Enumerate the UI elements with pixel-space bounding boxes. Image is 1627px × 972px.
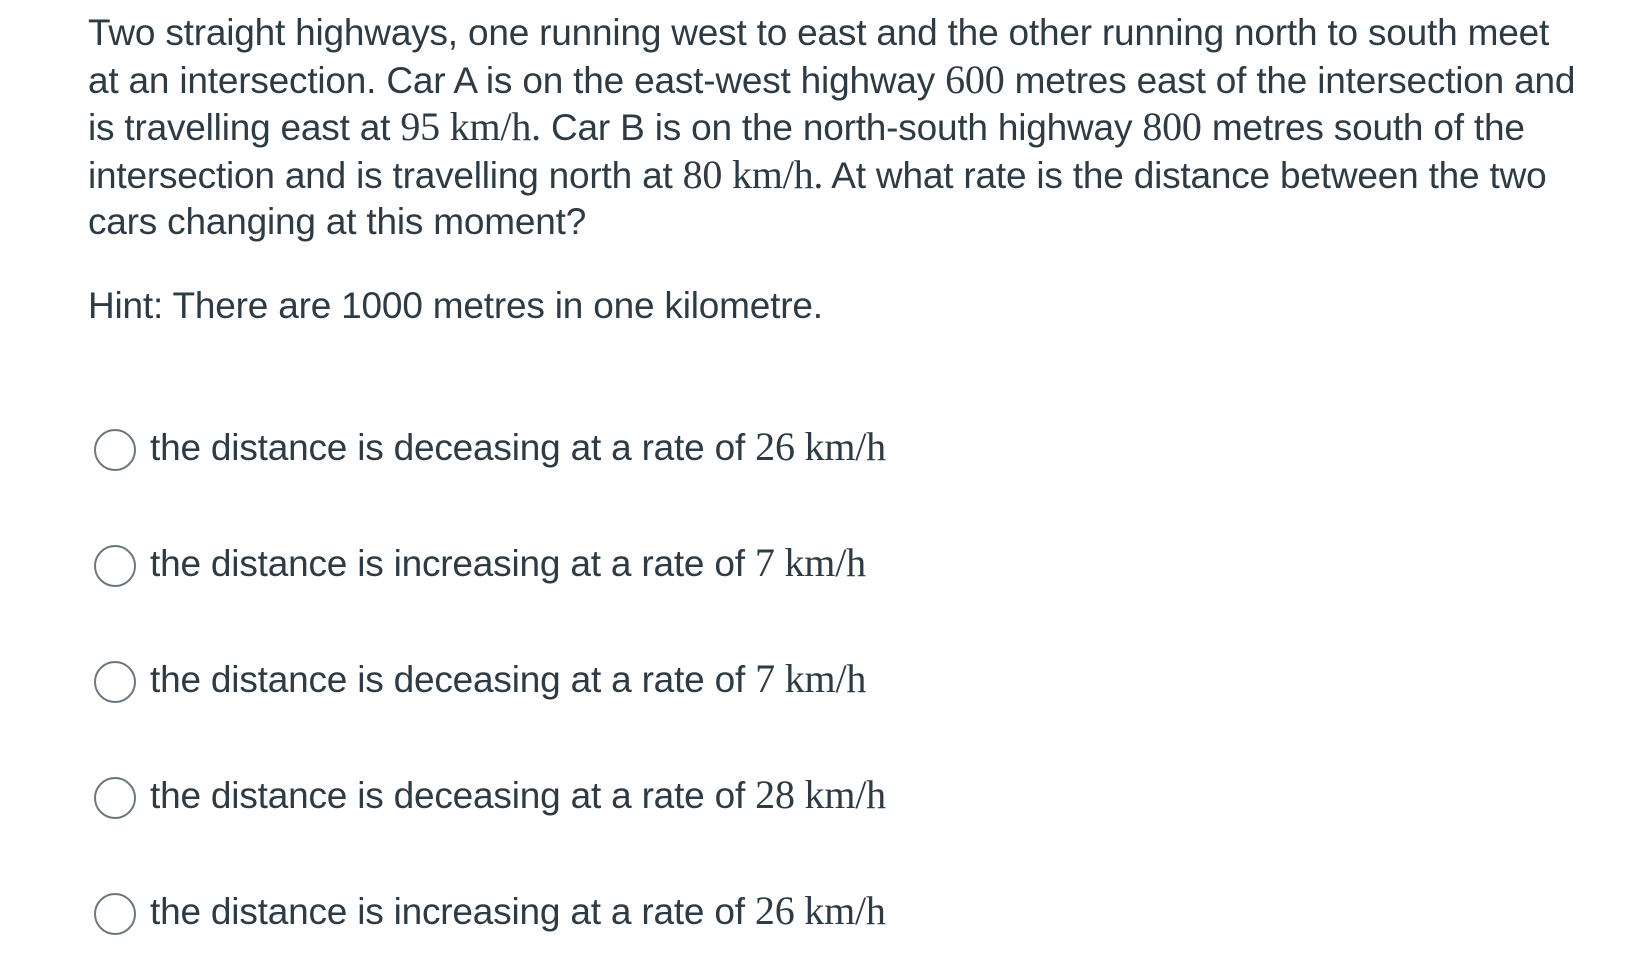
answer-option-2[interactable] — [94, 508, 886, 624]
question-text-part: At what rate is the distance between the two cars changing at this moment? — [88, 154, 1547, 242]
radio-button[interactable] — [94, 661, 136, 703]
answer-label-text: the distance is increasing at a rate of — [150, 890, 755, 932]
radio-button[interactable] — [94, 893, 136, 935]
answer-options — [94, 392, 886, 972]
answer-option-4[interactable] — [94, 740, 886, 856]
radio-button[interactable] — [94, 545, 136, 587]
answer-label-text: the distance is deceasing at a rate of — [150, 426, 756, 468]
answer-value: 28 km/h — [755, 771, 886, 817]
answer-label — [150, 655, 866, 702]
answer-value: 26 km/h — [754, 887, 886, 933]
answer-option-3[interactable] — [94, 624, 886, 740]
answer-label-text: the distance is deceasing at a rate of — [150, 658, 756, 700]
question-math-value: 600 — [945, 56, 1005, 102]
question-block — [88, 10, 1588, 329]
answer-label-text: the distance is deceasing at a rate of — [150, 774, 756, 816]
answer-label-text: the distance is increasing at a rate of — [150, 542, 755, 584]
question-text-part: Two straight highways, one running west to east and the other running north to south meet at an intersection. Car A is on the east-west highway — [88, 12, 1550, 101]
radio-button[interactable] — [94, 429, 136, 471]
question-text-part: metres south of the intersection and is travelling north at — [88, 107, 1525, 196]
question-text — [88, 10, 1588, 246]
question-text-part: Car B is on the north-south highway — [540, 107, 1143, 148]
answer-label — [150, 539, 866, 586]
answer-option-1[interactable] — [94, 392, 886, 508]
question-math-value: 80 km/h. — [682, 151, 824, 197]
question-math-value: 800 — [1142, 104, 1202, 149]
answer-value: 7 km/h — [754, 539, 866, 585]
answer-label — [150, 771, 886, 818]
answer-label — [150, 423, 886, 470]
answer-option-5[interactable] — [94, 856, 886, 972]
hint-text: Hint: There are 1000 metres in one kilometre. — [88, 284, 823, 326]
question-math-value: 95 km/h. — [400, 104, 541, 149]
radio-button[interactable] — [94, 777, 136, 819]
answer-label — [150, 887, 886, 934]
question-text-part: metres east of the intersection and is travelling east at — [88, 59, 1576, 148]
answer-value: 7 km/h — [755, 655, 867, 701]
answer-value: 26 km/h — [755, 423, 886, 469]
